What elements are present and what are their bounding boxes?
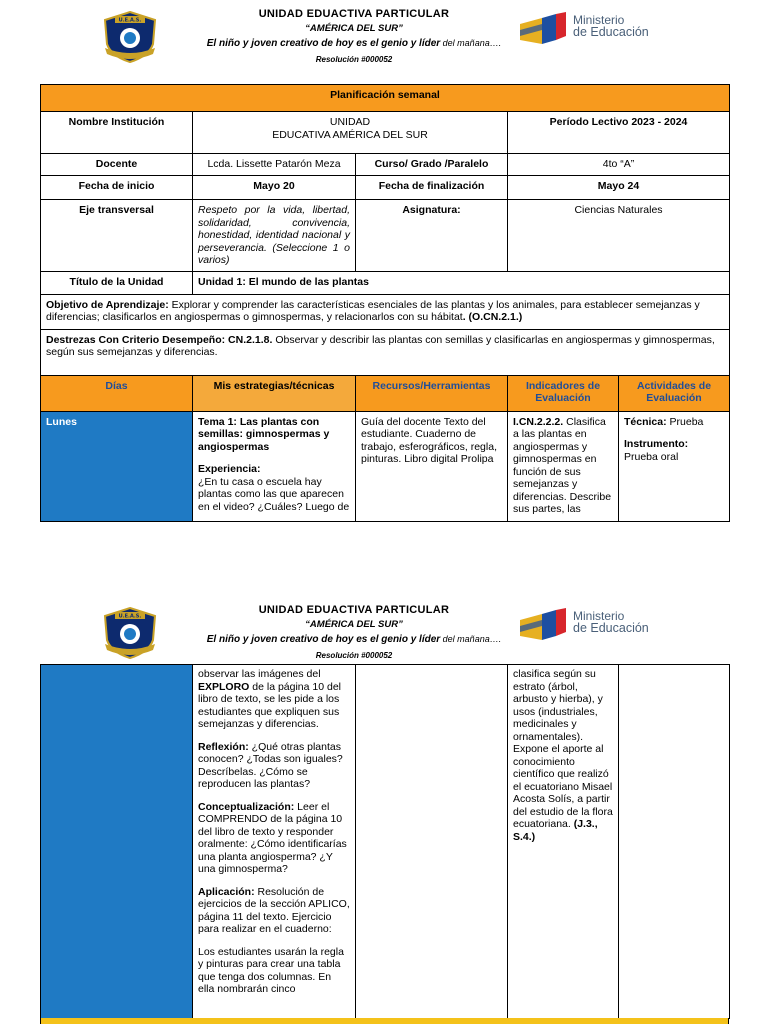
- column-indicators: Indicadores de Evaluación: [508, 375, 619, 411]
- strategies-cell: observar las imágenes del EXPLORO de la página 10 del libro de texto, se les pide a los estudiantes que expliquen sus semejanzas y diferencias. Reflexión: ¿Qué otras plantas conocen? ¿Todas son iguales? Descríbelas. ¿Cómo se reproducen las plantas? Conceptualización: Leer el COMPRENDO de la página 10 del libro de texto y responder oralmente: ¿Cómo identificarías una planta angiosperma? ¿Y una gimnosperma? Aplicación: Resolución de ejercicios de la sección APLICO, página 11 del texto. Ejercicio para realizar en el cuaderno: Los estudiantes usarán la regla y pinturas para crear una tabla que tenga dos columnas. En ella nombrarán cinco: [193, 665, 356, 1019]
- school-label: UNIDAD EDUACTIVA PARTICULAR: [258, 8, 450, 20]
- column-days: Días: [41, 375, 193, 411]
- teacher-value: Lcda. Lissette Patarón Meza: [193, 154, 356, 176]
- resources-cell: Guía del docente Texto del estudiante. Cuaderno de trabajo, esferográficos, regla, pinturas. Libro digital Prolipa: [356, 411, 508, 521]
- strategies-cell: Tema 1: Las plantas con semillas: gimnospermas y angiospermas Experiencia: ¿En tu casa o escuela hay plantas como las que aparecen en el video? ¿Cuáles? Luego de: [193, 411, 356, 521]
- resolution-number: Resolución #000052: [315, 55, 393, 64]
- start-date-label: Fecha de inicio: [41, 176, 193, 200]
- column-resources: Recursos/Herramientas: [356, 375, 508, 411]
- skills-criteria: Destrezas Con Criterio Desempeño: CN.2.1.8. Observar y describir las plantas con semillas y clasificarlas en angiospermas y gimnospermas, según sus semejanzas y diferencias.: [41, 329, 730, 375]
- next-row-band: [40, 1018, 729, 1024]
- crest-lettering: U.E.A.S.: [118, 17, 142, 24]
- end-date-label: Fecha de finalización: [356, 176, 508, 200]
- ministry-line-1: Ministerio: [573, 609, 625, 623]
- subject-value: Ciencias Naturales: [508, 200, 730, 272]
- column-strategies: Mis estrategias/técnicas: [193, 375, 356, 411]
- institution-label: Nombre Institución: [41, 112, 193, 154]
- unit-value: Unidad 1: El mundo de las plantas: [193, 271, 730, 294]
- school-label: UNIDAD EDUACTIVA PARTICULAR: [258, 604, 450, 616]
- course-label: Curso/ Grado /Paralelo: [356, 154, 508, 176]
- subject-label: Asignatura:: [356, 200, 508, 272]
- school-crest-logo: [101, 10, 159, 64]
- ministry-logo: [518, 10, 668, 50]
- school-name: “AMÉRICA DEL SUR”: [305, 619, 403, 630]
- crest-lettering: U.E.A.S.: [118, 613, 142, 620]
- day-cell: Lunes: [41, 411, 193, 521]
- activities-cell: Técnica: Prueba Instrumento: Prueba oral: [619, 411, 730, 521]
- ministry-line-1: Ministerio: [573, 13, 625, 27]
- weekly-plan-table-continued: [40, 664, 730, 1019]
- column-activities: Actividades de Evaluación: [619, 375, 730, 411]
- weekly-plan-table: [40, 84, 730, 522]
- indicators-cell: clasifica según su estrato (árbol, arbusto y hierba), y usos (industriales, medicinales y ornamentales). Expone el aporte al conocimiento científico que realizó el ecuatoriano Misael Acosta Solís, a partir del estudio de la flora ecuatoriana. (J.3., S.4.): [508, 665, 619, 1019]
- day-cell: [41, 665, 193, 1019]
- unit-label: Título de la Unidad: [41, 271, 193, 294]
- page-header: [0, 0, 768, 80]
- school-name: “AMÉRICA DEL SUR”: [305, 23, 403, 34]
- school-period: Período Lectivo 2023 - 2024: [508, 112, 730, 154]
- resolution-number: Resolución #000052: [315, 651, 393, 660]
- school-motto: El niño y joven creativo de hoy es el genio y líder del mañana….: [206, 38, 502, 49]
- resources-cell: [356, 665, 508, 1019]
- activities-cell: [619, 665, 730, 1019]
- indicators-cell: I.CN.2.2.2. Clasifica a las plantas en angiospermas y gimnospermas en función de sus semejanzas y diferencias. Describe sus partes, las: [508, 411, 619, 521]
- ministry-logo: [518, 606, 668, 646]
- learning-objective: Objetivo de Aprendizaje: Explorar y comprender las características esenciales de las plantas y los animales, para establecer semejanzas y diferencias; clasificarlos en angiospermas o gimnospermas, y relacionarlos con su hábitat. (O.CN.2.1.): [41, 294, 730, 329]
- axis-label: Eje transversal: [41, 200, 193, 272]
- course-value: 4to “A”: [508, 154, 730, 176]
- plan-title: Planificación semanal: [41, 85, 730, 112]
- school-crest-logo: [101, 606, 159, 660]
- teacher-label: Docente: [41, 154, 193, 176]
- ministry-line-2: de Educación: [573, 621, 649, 635]
- start-date-value: Mayo 20: [193, 176, 356, 200]
- school-motto: El niño y joven creativo de hoy es el genio y líder del mañana….: [206, 634, 502, 645]
- ministry-line-2: de Educación: [573, 25, 649, 39]
- axis-value: Respeto por la vida, libertad, solidaridad, convivencia, honestidad, identidad nacional y perseverancia. (Seleccione 1 o varios): [193, 200, 356, 272]
- institution-value: UNIDAD EDUCATIVA AMÉRICA DEL SUR: [193, 112, 508, 154]
- end-date-value: Mayo 24: [508, 176, 730, 200]
